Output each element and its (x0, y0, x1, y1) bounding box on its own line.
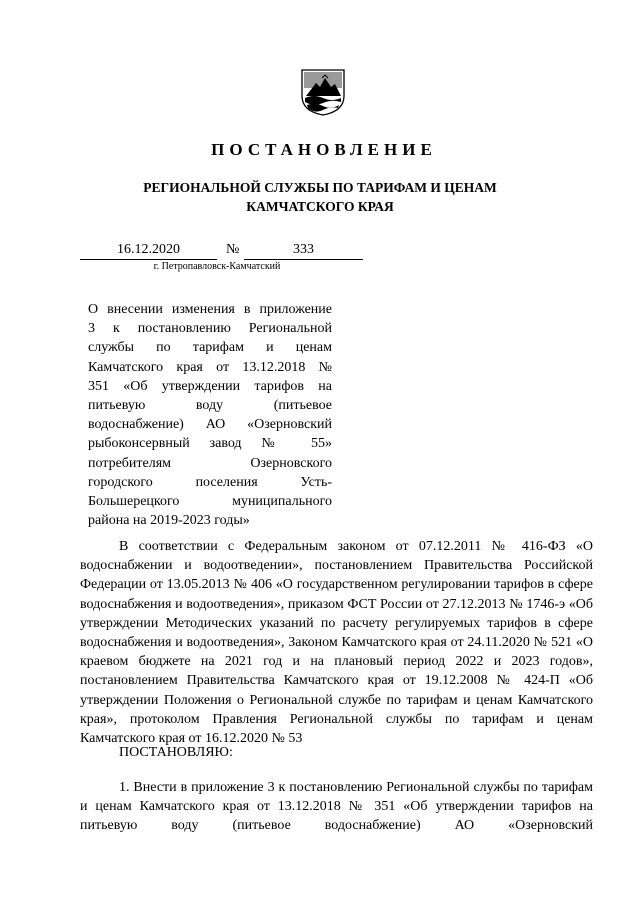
subject-line: Большерецкого муниципального (88, 494, 332, 510)
kamchatka-coat-of-arms-icon (298, 66, 348, 116)
preamble-paragraph: В соответствии с Федеральным законом от 07.12.2011 № 416-ФЗ «О водоснабжении и водоотведении», постановлением Правительства Российской Федерации от 13.05.2013 № 406 «О государственном регулировании тарифов в сфере водоснабжения и водоотведения», приказом ФСТ России от 27.12.2013 № 1746-э «Об утверждении Методических указаний по расчету регулируемых тарифов в сфере водоснабжения и водоотведения», Законом Камчатского края от 24.11.2020 № 521 «О краевом бюджете на 2021 год и на плановый период 2022 и 2023 годов», постановлением Правительства Камчатского края от 19.12.2008 № 424-П «Об утверждении Положения о Региональной службе по тарифам и ценам Камчатского края», протоколом Правления Региональной службы по тарифам и ценам Камчатского края от 16.12.2020 № 53 (80, 539, 593, 747)
subject-line: питьевую воду (питьевое (88, 398, 332, 414)
resolution-item-1: 1. Внести в приложение 3 к постановлению Региональной службы по тарифам и ценам Камчатского края от 13.12.2018 № 351 «Об утверждении тарифов на питьевую воду (питьевое водоснабжение) АО «Озерновский (80, 780, 593, 834)
subject-line: Камчатского края от 13.12.2018 № (88, 359, 332, 375)
authority-line-2: КАМЧАТСКОГО КРАЯ (246, 199, 394, 214)
document-number: 333 (244, 241, 363, 260)
document-type-title: ПОСТАНОВЛЕНИЕ (211, 140, 437, 159)
subject-line: потребителям Озерновского (88, 455, 332, 471)
subject-line: 351 «Об утверждении тарифов на (88, 378, 332, 394)
issue-city: г. Петропавловск-Камчатский (153, 261, 281, 272)
authority-line-1: РЕГИОНАЛЬНОЙ СЛУЖБЫ ПО ТАРИФАМ И ЦЕНАМ (143, 180, 497, 195)
resolve-heading: ПОСТАНОВЛЯЮ: (119, 745, 233, 760)
subject-line: водоснабжение) АО «Озерновский (88, 417, 332, 433)
subject-line: рыбоконсервный завод № 55» (88, 436, 332, 452)
subject-line: 3 к постановлению Региональной (88, 321, 332, 337)
number-sign: № (226, 242, 240, 257)
subject-line: О внесении изменения в приложение (88, 302, 332, 317)
subject-line: района на 2019-2023 годы» (88, 513, 250, 529)
issuing-authority (100, 178, 540, 216)
document-subject (88, 300, 332, 530)
subject-line: городского поселения Усть- (88, 474, 332, 490)
subject-line: службы по тарифам и ценам (88, 340, 332, 356)
document-date: 16.12.2020 (80, 241, 217, 260)
